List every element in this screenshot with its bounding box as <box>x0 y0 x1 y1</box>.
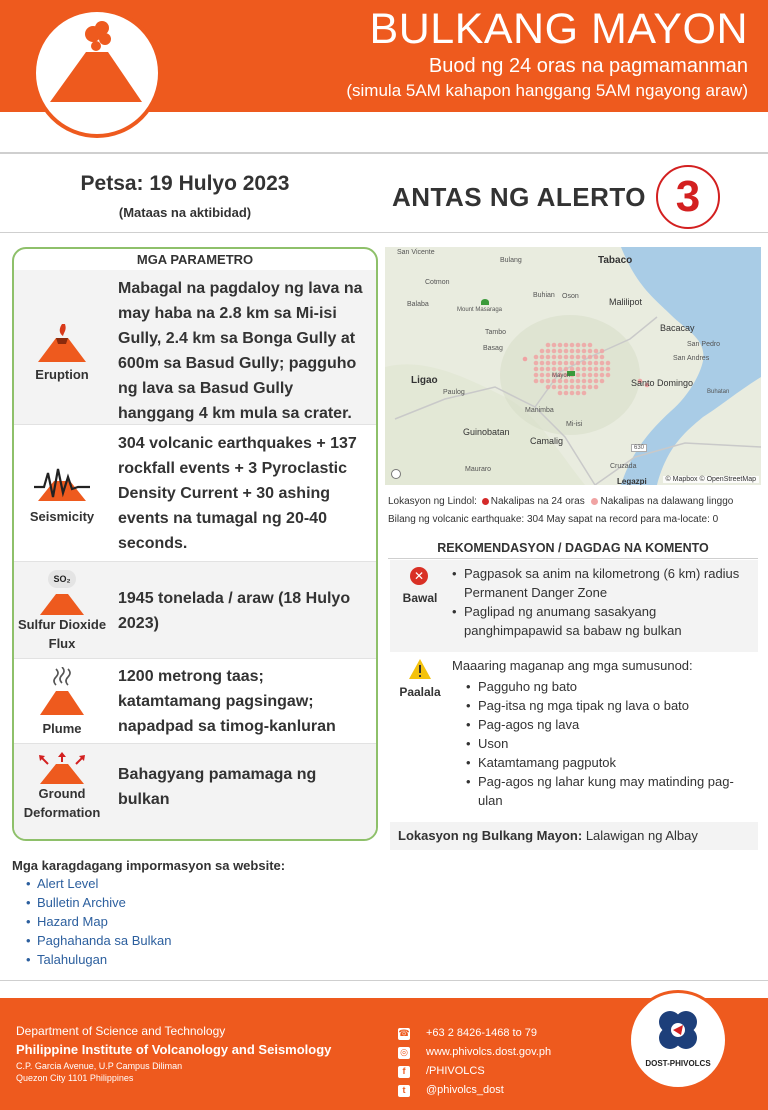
recent-quake-dot <box>482 498 489 505</box>
volcano-icon <box>38 588 86 616</box>
map-place-label: Mi-isi <box>566 421 583 428</box>
earthquake-dot <box>552 367 557 372</box>
earthquake-dot <box>523 357 528 362</box>
earthquake-dot <box>588 349 593 354</box>
volcano-icon <box>36 12 158 134</box>
facebook-text: /PHIVOLCS <box>426 1065 485 1077</box>
param-value: Bahagyang pamamaga ng bulkan <box>118 766 317 808</box>
earthquake-dot <box>558 385 563 390</box>
list-item: • Pag-itsa ng mga tipak ng lava o bato <box>466 696 746 715</box>
earthquake-dot <box>564 349 569 354</box>
list-item: • Pag-agos ng lava <box>466 715 746 734</box>
divider <box>0 232 768 233</box>
earthquake-dot <box>594 349 599 354</box>
map-caption <box>388 493 764 529</box>
param-label: Ground Deformation <box>23 786 101 820</box>
paalala-list <box>466 677 746 810</box>
footer-address-line: Quezon City 1101 Philippines <box>16 1073 134 1083</box>
map-place-label: Bulang <box>500 257 522 264</box>
map-place-label: Legazpi <box>617 477 647 485</box>
location-value: Lalawigan ng Albay <box>585 828 698 843</box>
earthquake-dot <box>558 361 563 366</box>
param-row-so2 <box>14 562 376 659</box>
parameters-title: MGA PARAMETRO <box>136 252 254 267</box>
earthquake-dot <box>600 349 605 354</box>
monitoring-period: (simula 5AM kahapon hanggang 5AM ngayong araw) <box>346 81 748 100</box>
earthquake-dot <box>606 367 611 372</box>
paalala-box <box>390 656 758 818</box>
alert-level-number: 3 <box>656 165 720 229</box>
param-label: Plume <box>42 721 82 736</box>
earthquake-dot <box>570 343 575 348</box>
legend-recent: Nakalipas na 24 oras <box>490 496 585 507</box>
earthquake-dot <box>570 355 575 360</box>
param-value: 1200 metrong taas; katamtamang pagsingaw; napadpad sa timog-kanluran <box>118 668 336 735</box>
footer-department: Department of Science and Technology <box>16 1024 226 1038</box>
bawal-list <box>452 564 752 640</box>
bawal-label: Bawal <box>402 591 438 605</box>
earthquake-dot <box>540 349 545 354</box>
earthquake-dot <box>600 379 605 384</box>
mountain-marker <box>481 299 489 305</box>
earthquake-dot <box>594 379 599 384</box>
earthquake-dot <box>558 349 563 354</box>
earthquake-dot <box>546 379 551 384</box>
alert-level-block <box>392 172 720 222</box>
earthquake-dot <box>582 343 587 348</box>
location-label: Lokasyon ng Bulkang Mayon: <box>398 828 583 843</box>
earthquake-dot <box>558 355 563 360</box>
param-value: 1945 tonelada / araw (18 Hulyo 2023) <box>118 590 351 632</box>
earthquake-dot <box>552 361 557 366</box>
earthquake-dot <box>570 349 575 354</box>
earthquake-dot <box>588 343 593 348</box>
map-place-label: Paulog <box>443 389 465 396</box>
prohibited-icon: ✕ <box>410 567 428 585</box>
website-text: www.phivolcs.dost.gov.ph <box>426 1046 552 1058</box>
earthquake-dot <box>564 391 569 396</box>
earthquake-dot <box>588 373 593 378</box>
list-item: • Paglipad ng anumang sasakyang panghimpapawid sa babaw ng bulkan <box>452 602 752 640</box>
footer-address-line: C.P. Garcia Avenue, U.P Campus Diliman <box>16 1061 183 1071</box>
earthquake-dot <box>600 361 605 366</box>
earthquake-dot <box>540 361 545 366</box>
earthquake-dot <box>600 373 605 378</box>
earthquake-dot <box>540 373 545 378</box>
recommendations-title: REKOMENDASYON / DAGDAG NA KOMENTO <box>388 541 758 559</box>
footer-divider <box>0 980 768 981</box>
map-place-label: San Andres <box>673 355 710 362</box>
earthquake-dot <box>594 373 599 378</box>
earthquake-dot <box>546 367 551 372</box>
earthquake-dot <box>588 367 593 372</box>
alert-level-label: ANTAS NG ALERTO <box>392 181 647 212</box>
header-text <box>346 6 748 101</box>
map-place-label: Camalig <box>530 436 564 446</box>
page-subtitle: Buod ng 24 oras na pagmamanman <box>428 55 748 77</box>
earthquake-dot <box>570 361 575 366</box>
contact-twitter[interactable] <box>398 1081 551 1100</box>
param-value: 304 volcanic earthquakes + 137 rockfall events + 3 Pyroclastic Density Current + 30 ashing events na tumagal ng 20-40 seconds. <box>118 435 357 552</box>
earthquake-dot <box>546 373 551 378</box>
earthquake-dot <box>546 361 551 366</box>
plume-icon <box>38 667 86 717</box>
earthquake-dot <box>558 343 563 348</box>
earthquake-dot <box>564 385 569 390</box>
dost-phivolcs-logo <box>628 990 728 1090</box>
phone-text: +63 2 8426-1468 to 79 <box>426 1027 538 1039</box>
bawal-box <box>390 560 758 652</box>
twitter-icon: t <box>398 1085 410 1097</box>
footer-address <box>16 1024 331 1083</box>
link-hazard-map[interactable]: • Hazard Map <box>26 912 171 931</box>
map-place-label: Oson <box>562 293 579 300</box>
footer <box>0 998 768 1110</box>
earthquake-dot <box>582 355 587 360</box>
earthquake-dot <box>534 373 539 378</box>
earthquake-dot <box>570 391 575 396</box>
map-place-label: Manimba <box>525 407 554 414</box>
earthquake-dot <box>594 385 599 390</box>
earthquake-dot <box>600 367 605 372</box>
param-value: Mabagal na pagdaloy ng lava na may haba na 2.8 km sa Mi-isi Gully, 2.4 km sa Bonga Gully at 600m sa Basud Gully; pagguho ng lava sa Basud Gully hanggang 4 km mula sa crater. <box>118 280 363 422</box>
map-place-label: Mount Masaraga <box>457 307 503 313</box>
date-block <box>20 172 350 220</box>
phone-icon: ☎ <box>398 1028 410 1038</box>
earthquake-dot <box>576 355 581 360</box>
param-label: Seismicity <box>29 509 95 524</box>
earthquake-dot <box>534 367 539 372</box>
earthquake-dot <box>576 373 581 378</box>
map-legend <box>388 493 764 511</box>
earthquake-dot <box>540 367 545 372</box>
earthquake-dot <box>594 367 599 372</box>
param-label: Eruption <box>35 367 89 382</box>
list-item: • Katamtamang pagputok <box>466 753 746 772</box>
earthquake-dot <box>588 385 593 390</box>
map-place-label: Ligao <box>411 375 438 386</box>
globe-icon: ◎ <box>398 1047 410 1059</box>
param-row-eruption <box>14 270 376 425</box>
earthquake-dot <box>582 361 587 366</box>
earthquake-dot <box>546 343 551 348</box>
footer-institute: Philippine Institute of Volcanology and Seismology <box>16 1042 332 1057</box>
earthquake-dot <box>540 355 545 360</box>
quake-count: Bilang ng volcanic earthquake: 304 May sapat na record para ma-locate: 0 <box>388 514 719 525</box>
earthquake-dot <box>576 391 581 396</box>
earthquake-dot <box>576 367 581 372</box>
earthquake-dot <box>552 343 557 348</box>
map-place-label: Mauraro <box>465 466 492 473</box>
facebook-icon: f <box>398 1066 410 1078</box>
map-place-label: Mayon <box>552 373 571 379</box>
earthquake-dot <box>570 385 575 390</box>
earthquake-dot <box>534 379 539 384</box>
map-place-label: Cruzada <box>610 463 637 470</box>
activity-level: (Mataas na aktibidad) <box>118 205 252 220</box>
earthquake-dot <box>582 349 587 354</box>
earthquake-dot <box>576 361 581 366</box>
earthquake-dot <box>552 385 557 390</box>
earthquake-dot <box>540 379 545 384</box>
earthquake-dot <box>588 355 593 360</box>
param-label: Sulfur Dioxide Flux <box>17 617 107 651</box>
page-title: BULKANG MAYON <box>369 5 748 53</box>
earthquake-dot <box>576 343 581 348</box>
param-row-plume <box>14 659 376 744</box>
ground-deformation-icon <box>36 752 88 786</box>
earthquake-dot <box>606 361 611 366</box>
map-place-label: Basag <box>483 345 503 352</box>
earthquake-dot <box>570 379 575 384</box>
earthquake-dot <box>582 385 587 390</box>
earthquake-dot <box>582 391 587 396</box>
list-item: • Pagguho ng bato <box>466 677 746 696</box>
footer-contacts <box>398 1024 551 1100</box>
warning-icon <box>408 658 432 680</box>
earthquake-dot <box>552 355 557 360</box>
map-place-label: Cotmon <box>425 279 450 286</box>
map-place-label: San Vicente <box>397 249 435 256</box>
paalala-intro: Maaaring maganap ang mga sumusunod: <box>452 658 693 673</box>
twitter-text: @phivolcs_dost <box>426 1084 504 1096</box>
earthquake-dot <box>588 379 593 384</box>
link-talahulugan[interactable]: • Talahulugan <box>26 950 171 969</box>
map-attribution[interactable]: © Mapbox © OpenStreetMap <box>663 476 759 483</box>
param-row-seismicity <box>14 425 376 562</box>
earthquake-dot <box>534 361 539 366</box>
map-place-label: Tabaco <box>598 255 633 266</box>
logo-text: DOST-PHIVOLCS <box>645 1059 711 1068</box>
earthquake-dot <box>564 379 569 384</box>
old-quake-dot <box>591 498 598 505</box>
earthquake-dot <box>588 361 593 366</box>
list-item: • Uson <box>466 734 746 753</box>
list-item: • Pag-agos ng lahar kung may matinding pag-ulan <box>466 772 746 810</box>
earthquake-dot <box>594 355 599 360</box>
map-place-label: San Pedro <box>687 341 721 348</box>
map-place-label: Balaba <box>407 301 429 308</box>
earthquake-dot <box>546 349 551 354</box>
earthquake-dot <box>552 349 557 354</box>
earthquake-dot <box>582 373 587 378</box>
contact-facebook[interactable] <box>398 1062 551 1081</box>
map-place-label: Malilipot <box>609 297 643 307</box>
contact-website[interactable] <box>398 1043 551 1062</box>
parameters-panel <box>12 247 378 841</box>
map-place-label: Santo Domingo <box>631 378 694 388</box>
legend-prefix: Lokasyon ng Lindol: <box>388 496 477 507</box>
earthquake-dot <box>558 379 563 384</box>
map-place-label: Buhatan <box>707 389 730 395</box>
param-row-deformation <box>14 744 376 841</box>
more-info-links <box>26 874 171 969</box>
earthquake-map[interactable] <box>385 247 761 485</box>
earthquake-dot <box>600 355 605 360</box>
link-paghahanda[interactable]: • Paghahanda sa Bulkan <box>26 931 171 950</box>
earthquake-dot <box>576 385 581 390</box>
dost-logo-icon <box>655 1007 701 1053</box>
more-info-title: Mga karagdagang impormasyon sa website: <box>12 858 286 873</box>
map-place-label: Tambo <box>485 329 507 336</box>
paalala-label: Paalala <box>399 685 441 699</box>
list-item: • Pagpasok sa anim na kilometrong (6 km) radius Permanent Danger Zone <box>452 564 752 602</box>
so2-badge: SO₂ <box>48 570 76 588</box>
earthquake-dot <box>552 379 557 384</box>
earthquake-dot <box>546 355 551 360</box>
contact-phone[interactable] <box>398 1024 551 1043</box>
earthquake-dot <box>582 367 587 372</box>
earthquake-dot <box>558 391 563 396</box>
bulletin-date: Petsa: 19 Hulyo 2023 <box>80 172 290 195</box>
link-alert-level[interactable]: • Alert Level <box>26 874 171 893</box>
volcano-location <box>390 822 758 850</box>
mapbox-logo-icon <box>391 469 401 479</box>
earthquake-dot <box>558 367 563 372</box>
earthquake-dot <box>564 361 569 366</box>
earthquake-dot <box>564 343 569 348</box>
map-place-label: Buhian <box>533 292 555 299</box>
map-place-label: Bacacay <box>660 323 695 333</box>
earthquake-dot <box>564 355 569 360</box>
earthquake-dot <box>582 379 587 384</box>
link-bulletin-archive[interactable]: • Bulletin Archive <box>26 893 171 912</box>
earthquake-dot <box>576 349 581 354</box>
seismograph-icon <box>34 463 90 503</box>
earthquake-dot <box>534 355 539 360</box>
earthquake-dot <box>606 373 611 378</box>
earthquake-dot <box>576 379 581 384</box>
eruption-icon <box>36 320 88 364</box>
earthquake-dot <box>546 385 551 390</box>
road-shield: 630 <box>631 444 647 452</box>
legend-old: Nakalipas na dalawang linggo <box>600 496 734 507</box>
earthquake-dot <box>594 361 599 366</box>
map-place-label: Guinobatan <box>463 427 510 437</box>
volcano-logo <box>32 8 162 138</box>
